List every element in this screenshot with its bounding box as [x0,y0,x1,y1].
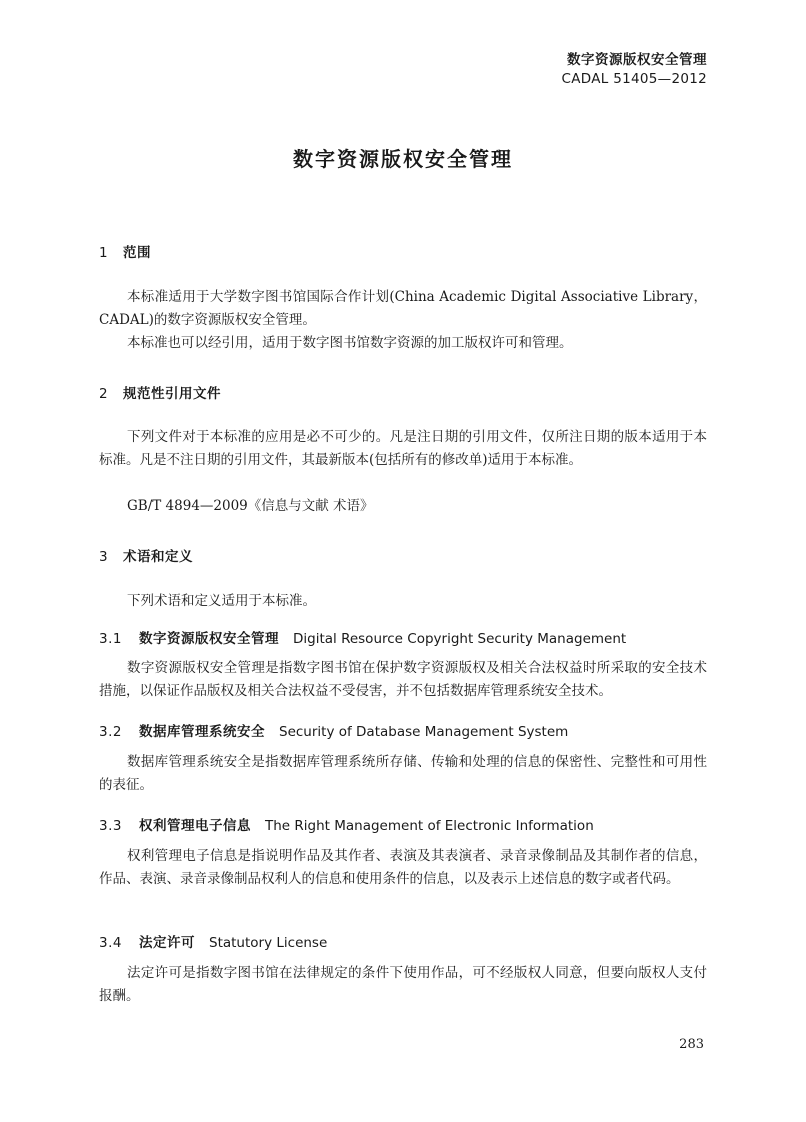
section-heading-2 [99,382,221,402]
paragraph: 下列术语和定义适用于本标准。 [127,593,316,609]
section-number: 3 [99,549,109,565]
term-number: 3.3 [99,818,122,834]
term-heading-3-3 [99,814,594,834]
section-title: 术语和定义 [123,549,193,565]
term-heading-3-4 [99,931,327,951]
paragraph: 本标准适用于大学数字图书馆国际合作计划(China Academic Digital Associative Library，CADAL)的数字资源版权安全管理。 [99,289,707,328]
term-chinese: 权利管理电子信息 [139,818,251,834]
section-number: 1 [99,245,109,261]
term-english: Security of Database Management System [279,724,569,740]
paragraph: 本标准也可以经引用，适用于数字图书馆数字资源的加工版权许可和管理。 [127,335,573,351]
term-chinese: 法定许可 [139,935,195,951]
paragraph: 下列文件对于本标准的应用是必不可少的。凡是注日期的引用文件，仅所注日期的版本适用于本标准。凡是不注日期的引用文件，其最新版本(包括所有的修改单)适用于本标准。 [99,429,707,468]
page-number: 283 [679,1037,704,1052]
term-chinese: 数字资源版权安全管理 [139,631,279,647]
section-heading-3 [99,545,193,565]
term-definition: 法定许可是指数字图书馆在法律规定的条件下使用作品，可不经版权人同意，但要向版权人支付报酬。 [99,965,707,1004]
normative-reference: GB/T 4894—2009《信息与文献 术语》 [127,498,374,514]
running-header-code: CADAL 51405—2012 [561,71,707,87]
term-definition: 权利管理电子信息是指说明作品及其作者、表演及其表演者、录音录像制品及其制作者的信息，作品、表演、录音录像制品权利人的信息和使用条件的信息，以及表示上述信息的数字或者代码。 [99,848,707,887]
term-heading-3-2 [99,720,568,740]
section-title: 范围 [123,245,151,261]
term-number: 3.4 [99,935,122,951]
term-chinese: 数据库管理系统安全 [139,724,265,740]
term-definition: 数据库管理系统安全是指数据库管理系统所存储、传输和处理的信息的保密性、完整性和可用性的表征。 [99,754,707,793]
running-header-title: 数字资源版权安全管理 [567,52,707,68]
section-title: 规范性引用文件 [123,386,221,402]
document-title: 数字资源版权安全管理 [293,147,513,171]
term-heading-3-1 [99,627,626,647]
term-definition: 数字资源版权安全管理是指数字图书馆在保护数字资源版权及相关合法权益时所采取的安全技术措施，以保证作品版权及相关合法权益不受侵害，并不包括数据库管理系统安全技术。 [99,660,707,699]
term-english: Digital Resource Copyright Security Management [293,631,627,647]
section-number: 2 [99,386,109,402]
section-heading-1 [99,241,151,261]
term-number: 3.2 [99,724,122,740]
term-number: 3.1 [99,631,122,647]
term-english: The Right Management of Electronic Information [265,818,594,834]
term-english: Statutory License [209,935,328,951]
